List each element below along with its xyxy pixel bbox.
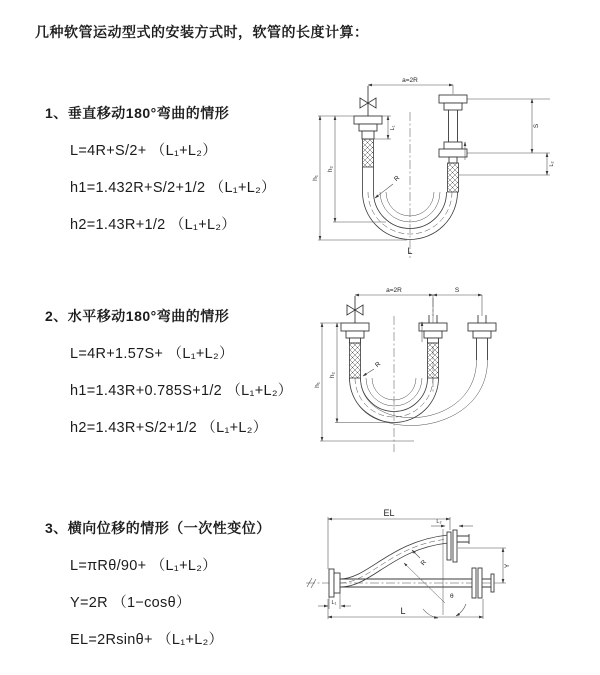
dim-el-label: EL xyxy=(383,508,395,518)
formula-h1: h1=1.432R+S/2+1/2 （L₁+L₂） xyxy=(70,180,276,196)
radius-label: R xyxy=(392,174,402,184)
dim-a-2r xyxy=(368,77,453,94)
length-label: L xyxy=(407,246,413,256)
dim-l xyxy=(328,599,483,619)
section-2 xyxy=(45,306,293,437)
dim-s-label: S xyxy=(533,123,540,129)
diagram-lateral-displacement xyxy=(298,505,600,660)
formula-l: L=πRθ/90+ （L₁+L₂） xyxy=(70,558,217,574)
dim-a-2r-label: a=2R xyxy=(386,287,402,294)
dim-s xyxy=(433,287,482,295)
formula-h2: h2=1.43R+S/2+1/2 （L₁+L₂） xyxy=(70,420,268,436)
dim-l1-label: L₁ xyxy=(390,125,396,131)
formula-y: Y=2R （1−cosθ） xyxy=(70,595,191,611)
formula-h1: h1=1.43R+0.785S+1/2 （L₁+L₂） xyxy=(70,383,293,399)
left-hose-braid xyxy=(363,139,374,192)
dim-l-label: L xyxy=(400,606,406,616)
formula-l: L=4R+1.57S+ （L₁+L₂） xyxy=(70,346,234,362)
centerlines xyxy=(368,86,413,258)
dim-l1 xyxy=(318,593,351,609)
diagram-horizontal-u-bend xyxy=(310,280,600,470)
centerlines xyxy=(355,296,433,452)
dim-l2-label: L₂ xyxy=(436,519,442,525)
diagram-vertical-u-bend xyxy=(310,70,600,265)
dim-l2-label: L₂ xyxy=(549,161,555,167)
dim-s-label: S xyxy=(454,287,460,294)
right-pipe-flange xyxy=(468,315,496,360)
dim-a-2r-label: a=2R xyxy=(402,77,418,84)
dim-h1-label: h₁ xyxy=(312,175,319,181)
radius-callout xyxy=(363,360,382,376)
dim-l2 xyxy=(459,153,556,175)
dim-y-label: Y xyxy=(504,563,511,569)
dim-h1 xyxy=(314,323,414,441)
angle-theta-label: θ xyxy=(450,593,454,600)
page-title: 几种软管运动型式的安装方式时，软管的长度计算： xyxy=(35,24,369,40)
radius-label: R xyxy=(373,360,383,370)
dim-h2-label: h₂ xyxy=(327,165,334,173)
section-1-heading: 1、垂直移动180°弯曲的情形 xyxy=(45,105,230,121)
dim-l1-label: L₁ xyxy=(331,600,337,606)
middle-hose-braid xyxy=(428,343,439,378)
left-hose-braid xyxy=(350,343,361,378)
right-pipe-flanges xyxy=(439,95,467,163)
dim-y xyxy=(458,548,511,583)
formula-el: EL=2Rsinθ+ （L₁+L₂） xyxy=(70,632,224,648)
section-1 xyxy=(45,103,276,234)
section-3 xyxy=(45,518,271,649)
dim-l2 xyxy=(431,519,473,526)
dim-h2 xyxy=(327,116,386,222)
radius-label: R xyxy=(419,558,429,568)
dim-a-2r xyxy=(355,287,482,316)
section-2-heading: 2、水平移动180°弯曲的情形 xyxy=(45,308,230,324)
formula-h2: h2=1.43R+1/2 （L₁+L₂） xyxy=(70,217,237,233)
left-flange xyxy=(329,569,340,597)
radius-callout xyxy=(375,174,401,198)
dim-h2-label: h₂ xyxy=(329,371,336,379)
upper-flange xyxy=(447,530,469,562)
section-3-heading: 3、横向位移的情形（一次性变位） xyxy=(45,520,271,536)
radius-callout xyxy=(412,550,428,567)
formula-l: L=4R+S/2+ （L₁+L₂） xyxy=(70,143,218,159)
dim-s xyxy=(467,99,550,153)
left-pipe-flange xyxy=(354,116,382,139)
left-pipe-flange xyxy=(341,323,369,343)
dim-h1-label: h₁ xyxy=(314,382,321,388)
